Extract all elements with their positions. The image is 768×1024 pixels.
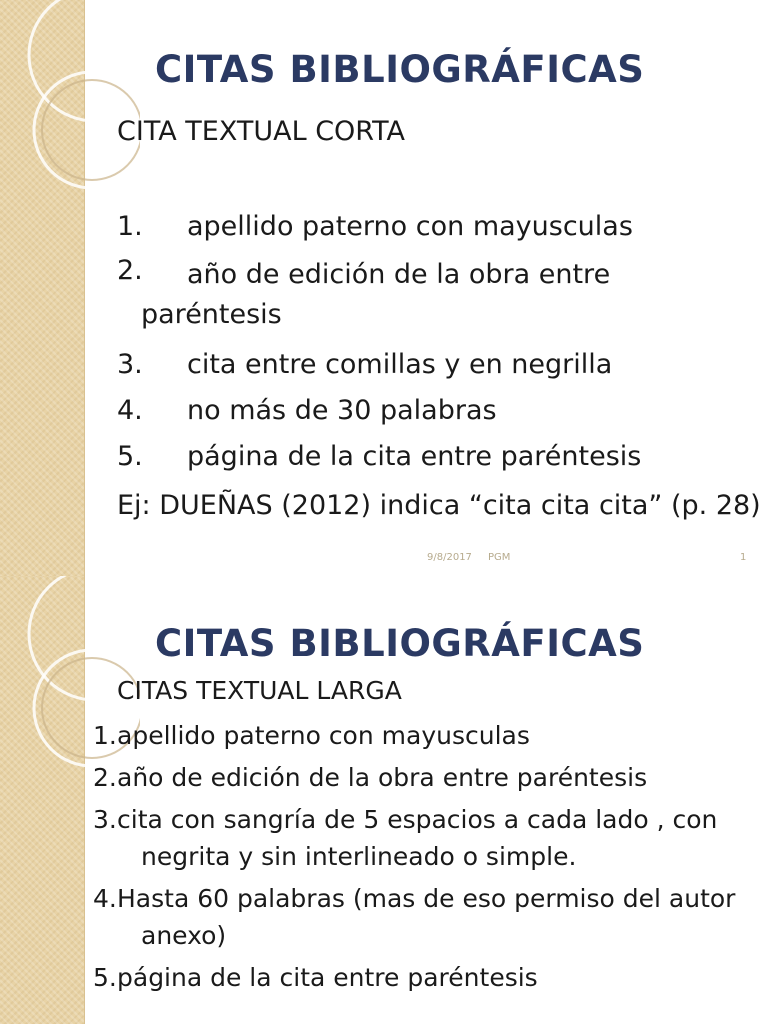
list-item-text: año de edición de la obra entre bbox=[187, 259, 611, 290]
list-item-text: apellido paterno con mayusculas bbox=[187, 211, 633, 242]
slide-subtitle: CITAS TEXTUAL LARGA bbox=[117, 676, 402, 705]
list-item-number: 1. bbox=[117, 211, 143, 242]
list-item: 2.año de edición de la obra entre paréntesis bbox=[93, 763, 648, 792]
list-item: 1.apellido paterno con mayusculas bbox=[93, 721, 530, 750]
list-item bbox=[117, 255, 641, 335]
slide-title: CITAS BIBLIOGRÁFICAS bbox=[155, 48, 645, 91]
list-item bbox=[117, 349, 641, 381]
list-item-number: 3. bbox=[117, 349, 143, 380]
footer-page-number: 1 bbox=[740, 552, 747, 563]
list-item: 3.cita con sangría de 5 espacios a cada lado , con negrita y sin interlineado o simple. bbox=[93, 805, 718, 871]
list-item-text: cita con sangría de 5 espacios a cada lado , con negrita y sin interlineado o simple. bbox=[117, 805, 718, 871]
list-item-continuation: paréntesis bbox=[141, 299, 282, 330]
slide-title: CITAS BIBLIOGRÁFICAS bbox=[155, 622, 645, 665]
footer-date: 9/8/2017 bbox=[427, 552, 472, 563]
list-item bbox=[117, 395, 641, 427]
list-item-number: 5. bbox=[117, 441, 143, 472]
list-item-text: página de la cita entre paréntesis bbox=[187, 441, 642, 472]
slide-2 bbox=[0, 576, 768, 1024]
list-item-text: cita entre comillas y en negrilla bbox=[187, 349, 613, 380]
list-item bbox=[117, 211, 641, 243]
list-item-number: 4. bbox=[117, 395, 143, 426]
list-item-text: Hasta 60 palabras (mas de eso permiso del autor anexo) bbox=[117, 884, 736, 950]
requirements-list bbox=[117, 211, 641, 487]
list-item: 5.página de la cita entre paréntesis bbox=[93, 963, 538, 992]
list-item: 4.Hasta 60 palabras (mas de eso permiso del autor anexo) bbox=[93, 884, 736, 950]
list-item-text: apellido paterno con mayusculas bbox=[117, 721, 530, 750]
list-item-number: 2. bbox=[117, 255, 143, 286]
footer-author: PGM bbox=[488, 552, 511, 563]
example-citation: Ej: DUEÑAS (2012) indica “cita cita cita” (p. 28) bbox=[117, 490, 761, 521]
list-item-text: año de edición de la obra entre paréntesis bbox=[117, 763, 648, 792]
list-item bbox=[117, 441, 641, 473]
slide-subtitle: CITA TEXTUAL CORTA bbox=[117, 116, 405, 147]
list-item-text: no más de 30 palabras bbox=[187, 395, 497, 426]
requirements-list bbox=[93, 717, 747, 1001]
list-item-text: página de la cita entre paréntesis bbox=[117, 963, 538, 992]
